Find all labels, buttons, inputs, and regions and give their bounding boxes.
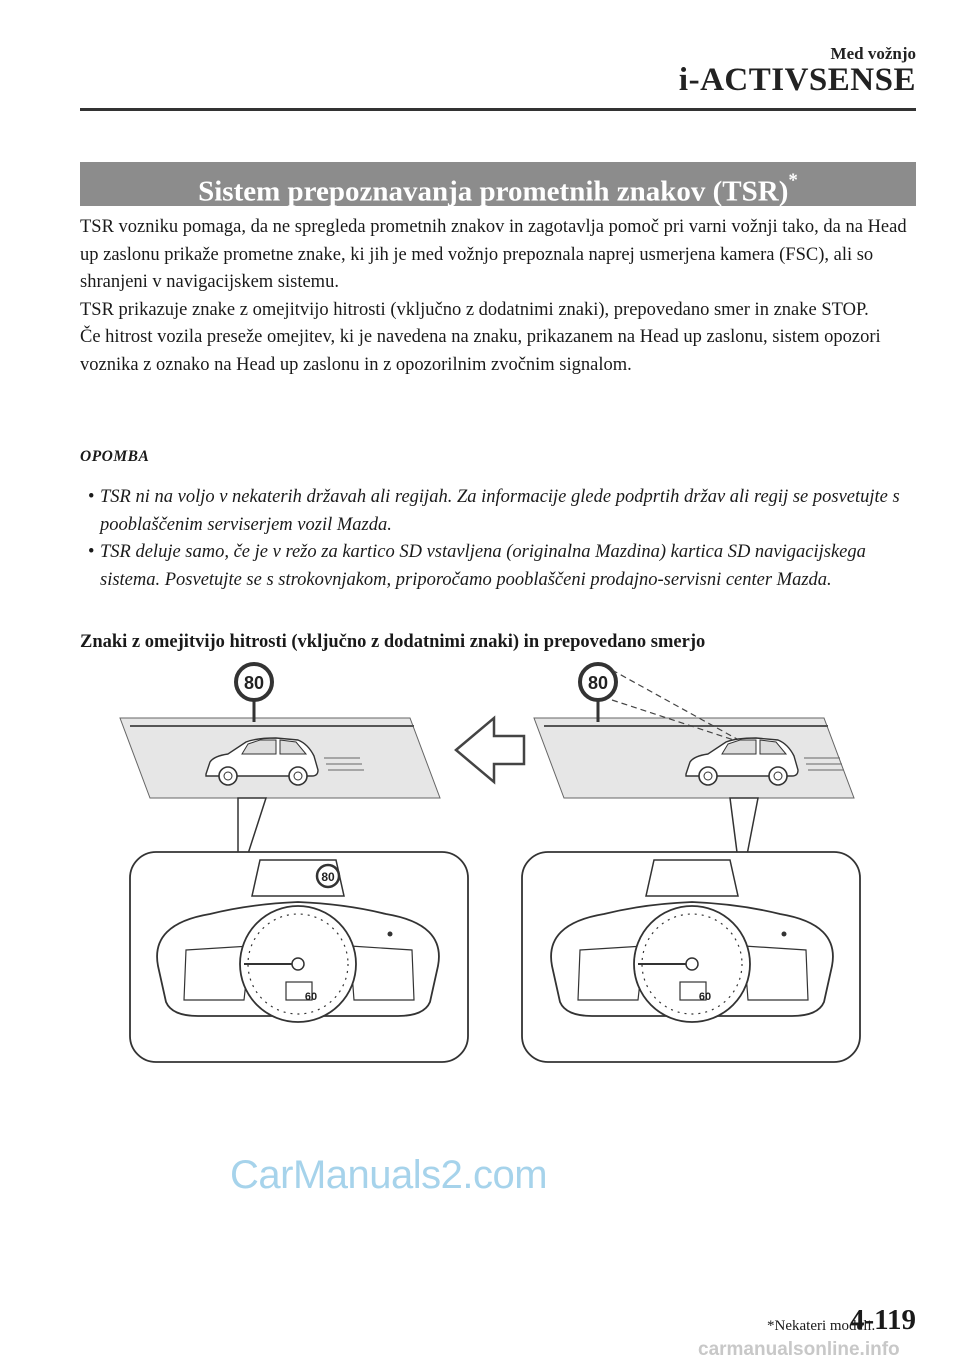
sign-speed: 80 bbox=[243, 673, 265, 693]
site-watermark: carmanualsonline.info bbox=[698, 1339, 900, 1360]
body-text bbox=[80, 214, 920, 379]
hud-speed: 80 bbox=[321, 870, 335, 884]
footnote: *Nekateri modeli. bbox=[767, 1318, 876, 1334]
subsection-heading: Znaki z omejitvijo hitrosti (vključno z dodatnimi znaki) in prepovedano smerjo bbox=[80, 632, 706, 652]
bullet: • bbox=[88, 487, 95, 507]
page-title-banner bbox=[80, 162, 916, 206]
note-heading: OPOMBA bbox=[80, 448, 150, 465]
chapter-title: Med vožnjo bbox=[830, 44, 916, 63]
sign-speed: 80 bbox=[587, 673, 609, 693]
note-text: TSR deluje samo, če je v režo za kartico SD vstavljena (originalna Mazdina) kartica SD navigacijskega sistema. Posvetujte se s strokovnjakom, priporočamo pooblaščeni prodajno-servisni center Mazda. bbox=[100, 542, 866, 590]
paragraph: TSR prikazuje znake z omejitvijo hitrosti (vključno z dodatnimi znaki), prepovedano smer in znake STOP. bbox=[80, 299, 869, 320]
note-item bbox=[88, 539, 908, 594]
note-list bbox=[88, 484, 908, 594]
page-title: Sistem prepoznavanja prometnih znakov (TSR) bbox=[198, 175, 789, 208]
paragraph: Če hitrost vozila preseže omejitev, ki je navedena na znaku, prikazanem na Head up zaslonu, sistem opozori voznika z oznako na Head up zaslonu in z opozorilnim zvočnim signalom. bbox=[80, 327, 881, 375]
footnote-marker: * bbox=[788, 170, 798, 191]
bullet: • bbox=[88, 542, 95, 562]
display-speed: 60 bbox=[304, 991, 318, 1003]
section-title: i-ACTIVSENSE bbox=[678, 62, 916, 98]
header-divider bbox=[80, 108, 916, 111]
display-speed: 60 bbox=[698, 991, 712, 1003]
tsr-illustration bbox=[110, 660, 890, 1080]
watermark: CarManuals2.com bbox=[230, 1153, 548, 1197]
paragraph: TSR vozniku pomaga, da ne spregleda prometnih znakov in zagotavlja pomoč pri varni vožnji tako, da na Head up zaslonu prikaže prometne znake, ki jih je med vožnjo prepoznala naprej usmerjena kamera (FSC), ali so shranjeni v navigacijskem sistemu. bbox=[80, 217, 907, 292]
note-text: TSR ni na voljo v nekaterih državah ali regijah. Za informacije glede podprtih držav ali regij se posvetujte s pooblaščenim serviserjem vozil Mazda. bbox=[100, 487, 900, 535]
page-number: 4-119 bbox=[849, 1304, 916, 1336]
note-item bbox=[88, 484, 908, 539]
